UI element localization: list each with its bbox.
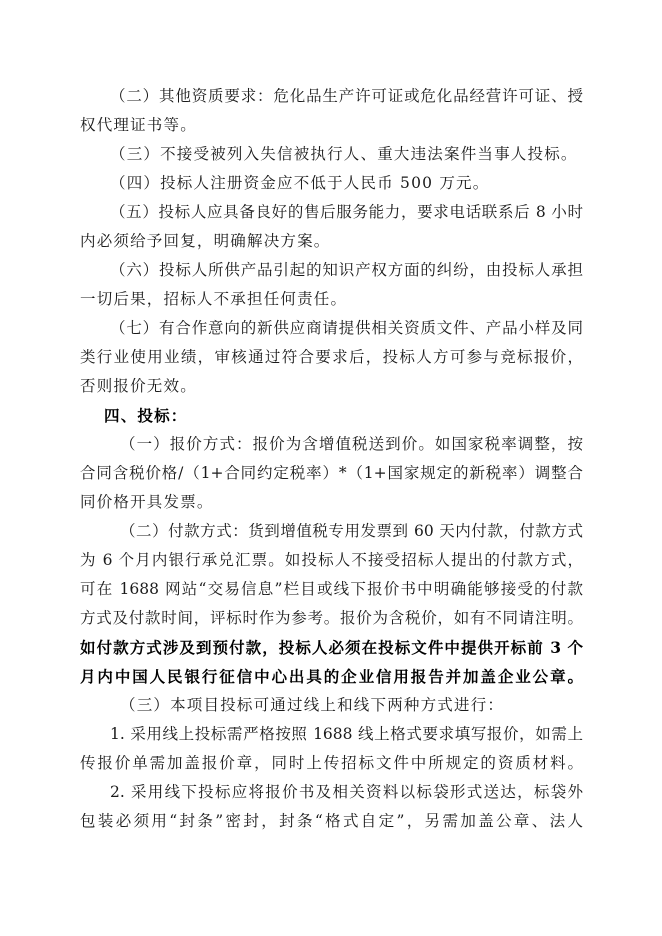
paragraph-line: （三）不接受被列入失信被执行人、重大违法案件当事人投标。 bbox=[110, 145, 578, 163]
paragraph-line: （二）付款方式：货到增值税专用发票到 60 天内付款，付款方式 bbox=[120, 522, 583, 540]
paragraph-line: 为 6 个月内银行承兑汇票。如投标人不接受招标人提出的付款方式， bbox=[80, 551, 583, 569]
paragraph-line: （七）有合作意向的新供应商请提供相关资质文件、产品小样及同 bbox=[110, 319, 583, 337]
bold-notice-line: 月内中国人民银行征信中心出具的企业信用报告并加盖企业公章。 bbox=[80, 667, 583, 686]
section-heading: 四、投标： bbox=[104, 406, 188, 425]
paragraph-line: 合同含税价格/（1+合同约定税率）*（1+国家规定的新税率）调整合 bbox=[80, 464, 583, 482]
paragraph-line: 包装必须用“封条”密封，封条“格式自定”，另需加盖公章、法人 bbox=[80, 812, 583, 830]
paragraph-line: （五）投标人应具备良好的售后服务能力，要求电话联系后 8 小时 bbox=[110, 203, 583, 221]
paragraph-line: 否则报价无效。 bbox=[80, 377, 197, 395]
paragraph-line: 一切后果，招标人不承担任何责任。 bbox=[80, 290, 348, 308]
paragraph-line: （二）其他资质要求：危化品生产许可证或危化品经营许可证、授 bbox=[110, 87, 583, 105]
paragraph-line: （六）投标人所供产品引起的知识产权方面的纠纷，由投标人承担 bbox=[110, 261, 583, 279]
bold-notice-line: 如付款方式涉及到预付款，投标人必须在投标文件中提供开标前 3 个 bbox=[80, 638, 583, 657]
paragraph-line: 同价格开具发票。 bbox=[80, 493, 214, 511]
paragraph-line: （一）报价方式：报价为含增值税送到价。如国家税率调整，按 bbox=[120, 435, 583, 453]
paragraph-line: 可在 1688 网站“交易信息”栏目或线下报价书中明确能够接受的付款 bbox=[80, 580, 583, 598]
paragraph-line: 权代理证书等。 bbox=[80, 116, 197, 134]
paragraph-line: （三）本项目投标可通过线上和线下两种方式进行： bbox=[120, 696, 505, 714]
paragraph-line: 2. 采用线下投标应将报价书及相关资料以标袋形式送达，标袋外 bbox=[110, 783, 583, 801]
paragraph-line: （四）投标人注册资金应不低于人民币 500 万元。 bbox=[110, 174, 490, 192]
paragraph-line: 方式及付款时间，评标时作为参考。报价为含税价，如有不同请注明。 bbox=[80, 609, 583, 627]
paragraph-line: 1. 采用线上投标需严格按照 1688 线上格式要求填写报价，如需上 bbox=[110, 725, 583, 743]
paragraph-line: 类行业使用业绩，审核通过符合要求后，投标人方可参与竞标报价， bbox=[80, 348, 583, 366]
paragraph-line: 传报价单需加盖报价章，同时上传招标文件中所规定的资质材料。 bbox=[80, 754, 583, 772]
paragraph-line: 内必须给予回复，明确解决方案。 bbox=[80, 232, 331, 250]
